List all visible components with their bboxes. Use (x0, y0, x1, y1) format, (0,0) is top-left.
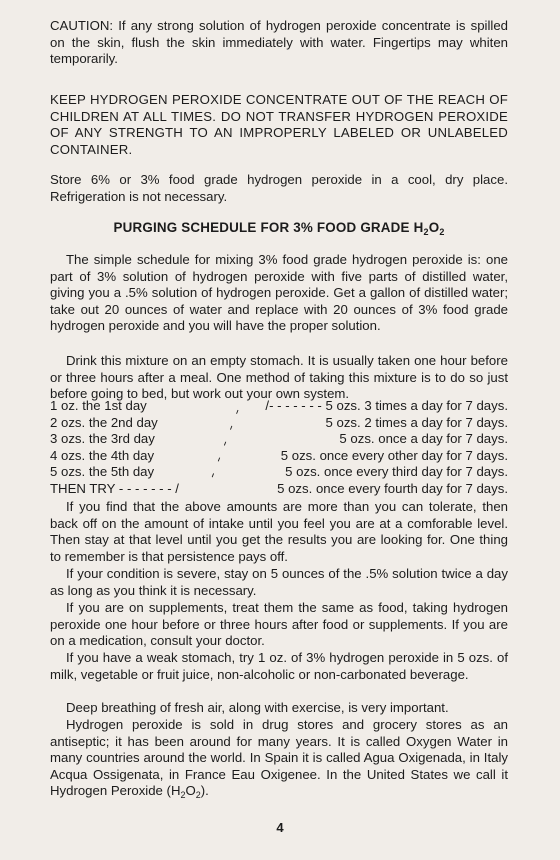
dosage-schedule (50, 398, 508, 498)
supplements-paragraph: If you are on supplements, treat them the same as food, taking hydrogen peroxide one hour before or three hours after food or supplements. If you are on a medication, consult your doctor. (50, 600, 508, 649)
breathing-paragraph: Deep breathing of fresh air, along with exercise, is very important. (66, 700, 449, 715)
page-number: 4 (276, 820, 284, 835)
schedule-left-row: 5 ozs. the 5th day (50, 464, 155, 480)
severe-paragraph: If your condition is severe, stay on 5 ounces of the .5% solution twice a day as long as you think it is necessary. (50, 566, 508, 598)
sold-paragraph: Hydrogen peroxide is sold in drug stores and grocery stores as an antiseptic; it has been around for many years. It is called Oxygen Water in many countries around the world. In Spain it is called Agua Oxigenada, in Italy Acqua Ossigenata, in France Eau Oxigenee. In the United States we call it Hydrogen Peroxide $(H_2O_2)$. (50, 717, 508, 801)
schedule-right-row: 5 ozs. once every third day for 7 days. (285, 464, 508, 480)
schedule-left-row: 3 ozs. the 3rd day (50, 431, 155, 447)
schedule-right-row: /- - - - - - - 5 ozs. 3 times a day for 7 days. (265, 398, 508, 413)
storage-paragraph: Store 6% or 3% food grade hydrogen peroxide in a cool, dry place. Refrigeration is not necessary. (50, 172, 508, 204)
schedule-left-row: THEN TRY - - - - - - - / (50, 480, 179, 496)
connector-slash (208, 410, 238, 488)
keep-warning-paragraph: KEEP HYDROGEN PEROXIDE CONCENTRATE OUT OF THE REACH OF CHILDREN AT ALL TIMES. DO NOT TRANSFER HYDROGEN PEROXIDE OF ANY STRENGTH TO AN IMPROPERLY LABELED OR UNLABELED CONTAINER. (50, 92, 508, 157)
schedule-left-row: 2 ozs. the 2nd day (50, 414, 158, 430)
caution-paragraph: CAUTION: If any strong solution of hydrogen peroxide concentrate is spilled on the skin, flush the skin immediately with water. Fingertips may whiten temporarily. (50, 18, 508, 67)
schedule-right-column (265, 398, 508, 498)
mixing-paragraph: The simple schedule for mixing 3% food grade hydrogen peroxide is: one part of 3% solution of hydrogen peroxide with five parts of distilled water, giving you a .5% solution of hydrogen peroxide. Get a gallon of distilled water; take out 20 ounces of water and replace with 20 ounces of 3% food grade hydrogen peroxide and you will have the proper solution. (50, 252, 508, 334)
drink-paragraph: Drink this mixture on an empty stomach. It is usually taken one hour before or three hours after a meal. One method of taking this mixture is to do so just before going to bed, but work out your own system. (50, 353, 508, 402)
weak-stomach-paragraph: If you have a weak stomach, try 1 oz. of 3% hydrogen peroxide in 5 ozs. of milk, vegetable or fruit juice, non-alcoholic or non-carbonated beverage. (50, 650, 508, 682)
tolerate-paragraph: If you find that the above amounts are more than you can tolerate, then back off on the amount of intake until you feel you are at a comforable level. Then stay at that level until you get the results you are looking for. One thing to remember is that persistence pays off. (50, 499, 508, 564)
schedule-right-row: 5 ozs. 2 times a day for 7 days. (325, 414, 508, 430)
schedule-right-row: 5 ozs. once every other day for 7 days. (280, 447, 508, 463)
schedule-heading: PURGING SCHEDULE FOR 3% FOOD GRADE $H_2O_2$ (113, 220, 445, 237)
schedule-left-row: 4 ozs. the 4th day (50, 447, 155, 463)
schedule-right-row: 5 ozs. once a day for 7 days. (339, 431, 508, 447)
schedule-left-row: 1 oz. the 1st day (50, 398, 147, 413)
schedule-right-row: 5 ozs. once every fourth day for 7 days. (277, 480, 508, 496)
schedule-left-column (50, 398, 179, 498)
